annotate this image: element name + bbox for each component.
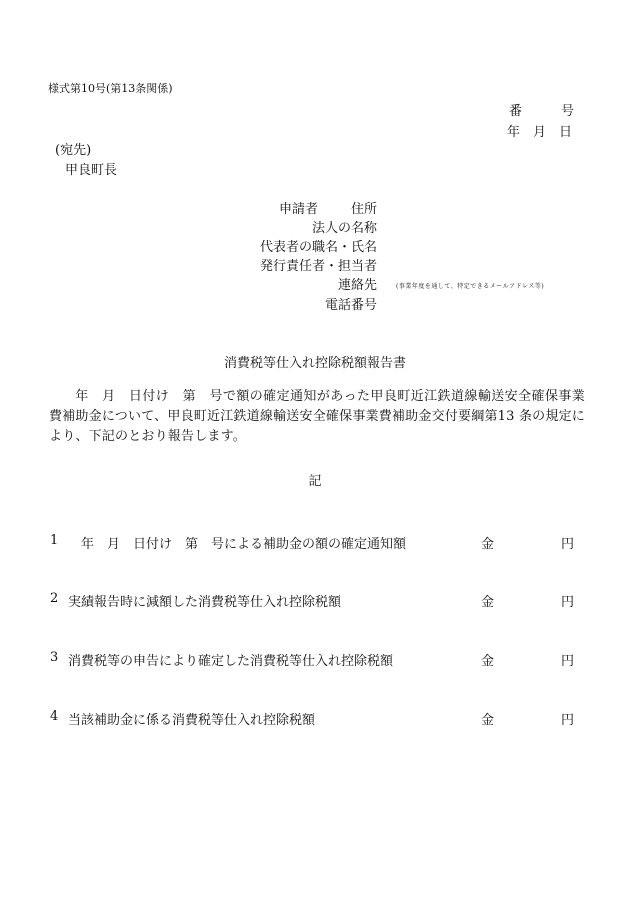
date-label: 年 月 日 bbox=[507, 125, 573, 140]
corp-name-label: 法人の名称 bbox=[311, 221, 377, 236]
recipient-name: 甲良町長 bbox=[65, 163, 118, 178]
issuer-label: 発行責任者・担当者 bbox=[259, 259, 377, 274]
body-paragraph bbox=[49, 387, 585, 447]
document-title: 消費税等仕入れ控除税額報告書 bbox=[223, 356, 406, 371]
list-item bbox=[0, 709, 630, 729]
item-yen: 円 bbox=[561, 654, 575, 669]
list-item bbox=[0, 591, 630, 611]
ki-heading: 記 bbox=[308, 474, 322, 489]
item-text: 当該補助金に係る消費税等仕入れ控除税額 bbox=[68, 713, 316, 728]
list-item bbox=[0, 650, 630, 670]
contact-note: (事業年度を通して、特定できるメールアドレス等) bbox=[396, 283, 545, 290]
item-number: 3 bbox=[50, 650, 59, 665]
item-number: 2 bbox=[50, 591, 59, 606]
item-kin: 金 bbox=[481, 537, 495, 552]
contact-label: 連絡先 bbox=[337, 278, 377, 293]
form-number: 様式第10号(第13条関係) bbox=[48, 82, 173, 95]
item-number: 1 bbox=[50, 533, 59, 548]
list-item bbox=[0, 533, 630, 553]
item-text: 年 月 日付け 第 号による補助金の額の確定通知額 bbox=[68, 537, 407, 552]
item-number: 4 bbox=[50, 709, 59, 724]
item-kin: 金 bbox=[481, 595, 495, 610]
representative-label: 代表者の職名・氏名 bbox=[259, 240, 377, 255]
item-text: 消費税等の申告により確定した消費税等仕入れ控除税額 bbox=[68, 654, 394, 669]
item-kin: 金 bbox=[481, 654, 495, 669]
item-yen: 円 bbox=[561, 595, 575, 610]
phone-label: 電話番号 bbox=[324, 298, 377, 313]
item-kin: 金 bbox=[481, 713, 495, 728]
body-text: 年 月 日付け 第 号で額の確定通知があった甲良町近江鉄道線輸送安全確保事業費補助金について、甲良町近江鉄道線輸送安全確保事業費補助金交付要綱第13 条の規定により、下記のとおり報告します。 bbox=[49, 389, 585, 444]
item-text: 実績報告時に減額した消費税等仕入れ控除税額 bbox=[68, 595, 342, 610]
document-number-label: 番 号 bbox=[509, 104, 575, 119]
applicant-role-label: 申請者 bbox=[279, 202, 319, 217]
applicant-address-label: 住所 bbox=[350, 202, 377, 217]
item-yen: 円 bbox=[561, 537, 575, 552]
item-yen: 円 bbox=[561, 713, 575, 728]
addressee-label: (宛先) bbox=[55, 143, 92, 158]
